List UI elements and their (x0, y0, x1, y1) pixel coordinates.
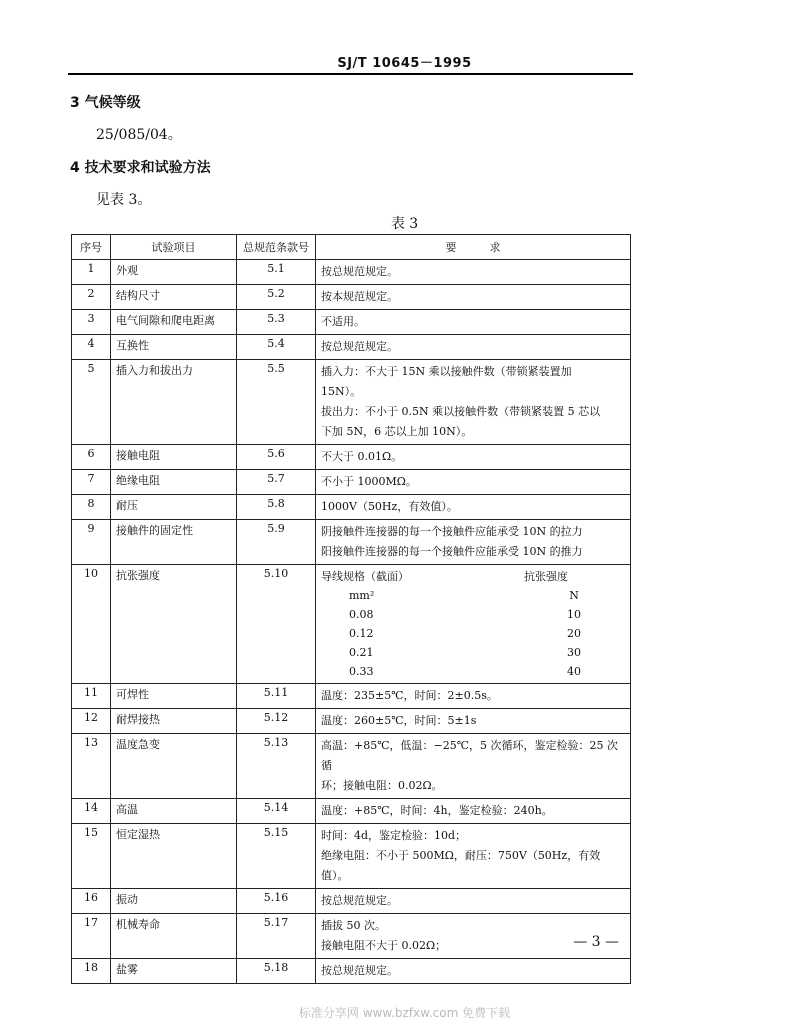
row-number: 4 (72, 335, 111, 360)
row-clause: 5.12 (237, 709, 316, 734)
wire-spec-cell: 0.08 (349, 608, 374, 621)
row-test-item: 互换性 (111, 335, 237, 360)
row-number: 13 (72, 734, 111, 799)
row-number: 6 (72, 445, 111, 470)
requirement-line: 不适用。 (321, 315, 365, 328)
row-clause: 5.3 (237, 310, 316, 335)
row-test-item: 绝缘电阻 (111, 470, 237, 495)
table-row (72, 914, 631, 959)
subtable-units (321, 586, 625, 605)
tensile-value-cell: 30 (567, 646, 581, 659)
table-row (72, 495, 631, 520)
table-row (72, 310, 631, 335)
table-row (72, 360, 631, 445)
row-number: 14 (72, 799, 111, 824)
requirement-line: 温度：260±5℃，时间：5±1s (321, 714, 477, 727)
row-number: 17 (72, 914, 111, 959)
row-requirement (316, 889, 631, 914)
requirement-line: 时间：4d，鉴定检验：10d； (321, 829, 467, 842)
requirement-line: 按总规范规定。 (321, 265, 398, 278)
row-requirement (316, 565, 631, 684)
row-number: 5 (72, 360, 111, 445)
row-number: 18 (72, 959, 111, 984)
watermark-footer: 标准分享网 www.bzfxw.com 免费下载 (298, 1006, 511, 1020)
row-requirement (316, 260, 631, 285)
tensile-value-cell: 抗张强度 (524, 570, 568, 583)
row-clause: 5.17 (237, 914, 316, 959)
subtable-row (321, 624, 625, 643)
requirement-line: 15N）。 (321, 385, 362, 398)
requirement-line: 温度：+85℃，时间：4h，鉴定检验：240h。 (321, 804, 553, 817)
header-clause: 总规范条款号 (237, 235, 316, 260)
row-test-item: 抗张强度 (111, 565, 237, 684)
row-clause: 5.15 (237, 824, 316, 889)
row-test-item: 耐焊接热 (111, 709, 237, 734)
row-requirement (316, 959, 631, 984)
row-clause: 5.14 (237, 799, 316, 824)
wire-spec-cell: mm² (349, 589, 375, 602)
row-requirement (316, 470, 631, 495)
row-number: 16 (72, 889, 111, 914)
table-header-row (72, 235, 631, 260)
row-clause: 5.16 (237, 889, 316, 914)
row-clause: 5.1 (237, 260, 316, 285)
table-row (72, 799, 631, 824)
table-row (72, 684, 631, 709)
row-clause: 5.7 (237, 470, 316, 495)
table-row (72, 709, 631, 734)
row-requirement (316, 310, 631, 335)
row-test-item: 高温 (111, 799, 237, 824)
row-requirement (316, 335, 631, 360)
row-test-item: 恒定湿热 (111, 824, 237, 889)
requirement-line: 温度：235±5℃，时间：2±0.5s。 (321, 689, 498, 702)
wire-spec-cell: 0.12 (349, 627, 374, 640)
row-test-item: 插入力和拔出力 (111, 360, 237, 445)
section-4-title: 4 技术要求和试验方法 (70, 160, 211, 176)
tensile-value-cell: 40 (567, 665, 581, 678)
row-clause: 5.6 (237, 445, 316, 470)
section-4-text: 见表 3。 (96, 192, 152, 208)
row-test-item: 耐压 (111, 495, 237, 520)
table-row (72, 470, 631, 495)
tensile-value-cell: N (569, 589, 579, 602)
row-number: 2 (72, 285, 111, 310)
row-requirement (316, 520, 631, 565)
table-row (72, 565, 631, 684)
row-number: 12 (72, 709, 111, 734)
row-test-item: 可焊性 (111, 684, 237, 709)
header-rule (68, 73, 633, 75)
row-clause: 5.4 (237, 335, 316, 360)
subtable-header (321, 567, 625, 586)
subtable-row (321, 643, 625, 662)
page-number: — 3 — (573, 934, 619, 950)
row-number: 8 (72, 495, 111, 520)
row-test-item: 盐雾 (111, 959, 237, 984)
row-test-item: 电气间隙和爬电距离 (111, 310, 237, 335)
requirement-line: 插拔 50 次。 (321, 919, 386, 932)
section-3-title: 3 气候等级 (70, 95, 141, 111)
requirement-line: 下加 5N，6 芯以上加 10N）。 (321, 425, 473, 438)
requirement-line: 不大于 0.01Ω。 (321, 450, 403, 463)
row-requirement (316, 734, 631, 799)
requirement-line: 插入力：不大于 15N 乘以接触件数（带锁紧装置加 (321, 365, 572, 378)
table-row (72, 824, 631, 889)
tensile-value-cell: 20 (567, 627, 581, 640)
table-row (72, 260, 631, 285)
row-test-item: 结构尺寸 (111, 285, 237, 310)
wire-spec-cell: 0.21 (349, 646, 374, 659)
requirement-line: 接触电阻不大于 0.02Ω； (321, 939, 447, 952)
header-item: 试验项目 (111, 235, 237, 260)
table-row (72, 520, 631, 565)
row-number: 7 (72, 470, 111, 495)
row-clause: 5.8 (237, 495, 316, 520)
row-test-item: 振动 (111, 889, 237, 914)
table-row (72, 959, 631, 984)
requirement-line: 高温：+85℃，低温：−25℃，5 次循环，鉴定检验：25 次循 (321, 739, 619, 772)
row-number: 15 (72, 824, 111, 889)
row-number: 9 (72, 520, 111, 565)
requirement-line: 按总规范规定。 (321, 894, 398, 907)
requirement-line: 按本规范规定。 (321, 290, 398, 303)
table-body (72, 260, 631, 984)
row-number: 11 (72, 684, 111, 709)
row-clause: 5.13 (237, 734, 316, 799)
row-requirement (316, 495, 631, 520)
row-requirement (316, 799, 631, 824)
requirement-line: 绝缘电阻：不小于 500MΩ，耐压：750V（50Hz，有效值）。 (321, 849, 601, 882)
header-requirement: 要 求 (316, 235, 631, 260)
row-test-item: 接触件的固定性 (111, 520, 237, 565)
table-row (72, 285, 631, 310)
row-clause: 5.5 (237, 360, 316, 445)
requirement-line: 按总规范规定。 (321, 964, 398, 977)
requirement-line: 阳接触件连接器的每一个接触件应能承受 10N 的推力 (321, 545, 583, 558)
table-row (72, 889, 631, 914)
row-test-item: 外观 (111, 260, 237, 285)
requirement-line: 1000V（50Hz，有效值）。 (321, 500, 458, 513)
row-clause: 5.9 (237, 520, 316, 565)
wire-spec-cell: 0.33 (349, 665, 374, 678)
row-clause: 5.2 (237, 285, 316, 310)
row-test-item: 温度急变 (111, 734, 237, 799)
row-requirement (316, 709, 631, 734)
row-requirement (316, 360, 631, 445)
header-no: 序号 (72, 235, 111, 260)
table-row (72, 734, 631, 799)
row-requirement (316, 684, 631, 709)
row-requirement (316, 445, 631, 470)
subtable-row (321, 605, 625, 624)
tensile-value-cell: 10 (567, 608, 581, 621)
row-requirement (316, 285, 631, 310)
requirement-line: 按总规范规定。 (321, 340, 398, 353)
requirements-table (71, 234, 631, 984)
row-test-item: 接触电阻 (111, 445, 237, 470)
table-caption: 表 3 (390, 216, 419, 232)
row-test-item: 机械寿命 (111, 914, 237, 959)
row-number: 10 (72, 565, 111, 684)
table-row (72, 445, 631, 470)
requirement-line: 不小于 1000MΩ。 (321, 475, 417, 488)
section-3-text: 25/085/04。 (96, 127, 182, 143)
row-clause: 5.11 (237, 684, 316, 709)
wire-spec-cell: 导线规格（截面） (321, 570, 409, 583)
subtable-row (321, 662, 625, 681)
standard-header: SJ/T 10645－1995 (337, 56, 472, 71)
table-row (72, 335, 631, 360)
requirement-line: 环；接触电阻：0.02Ω。 (321, 779, 443, 792)
row-number: 1 (72, 260, 111, 285)
row-clause: 5.18 (237, 959, 316, 984)
row-number: 3 (72, 310, 111, 335)
row-requirement (316, 824, 631, 889)
requirement-line: 拔出力：不小于 0.5N 乘以接触件数（带锁紧装置 5 芯以 (321, 405, 601, 418)
row-clause: 5.10 (237, 565, 316, 684)
requirement-line: 阴接触件连接器的每一个接触件应能承受 10N 的拉力 (321, 525, 583, 538)
